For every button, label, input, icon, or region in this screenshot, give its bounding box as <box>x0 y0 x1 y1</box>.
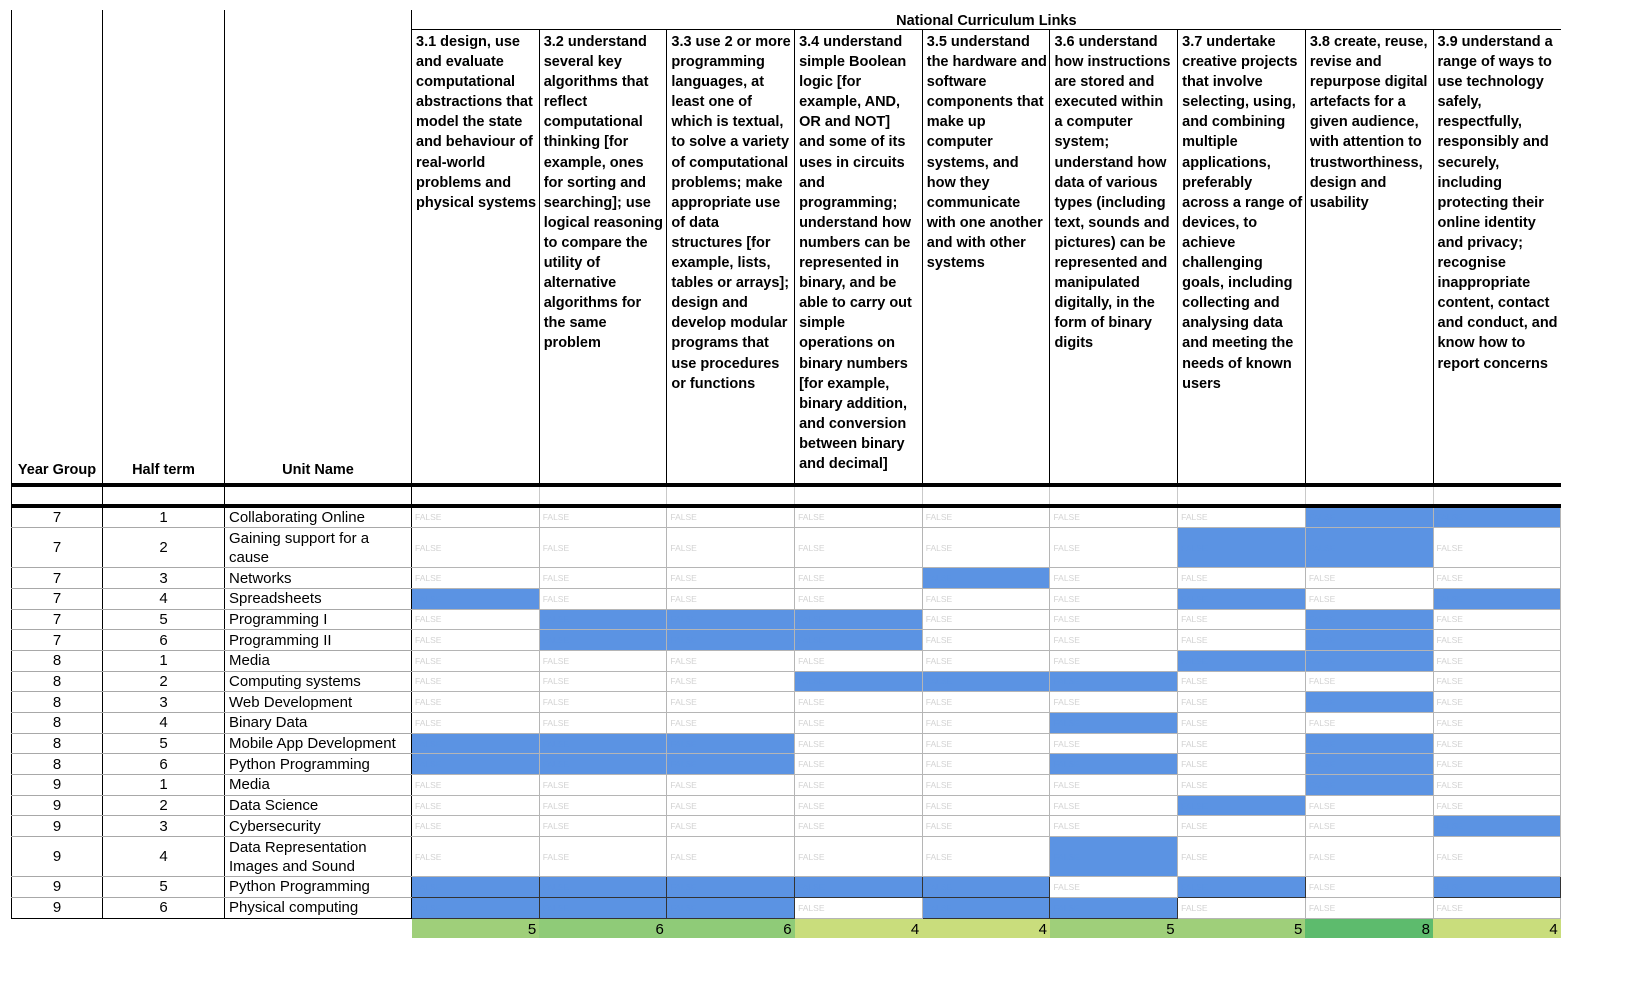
curriculum-link-cell-linked[interactable]: FALSE <box>1305 754 1433 775</box>
curriculum-link-cell-false[interactable]: FALSE <box>667 816 795 837</box>
curriculum-link-cell-false[interactable]: FALSE <box>795 650 923 671</box>
year-group-cell[interactable]: 8 <box>12 754 103 775</box>
curriculum-link-cell-false[interactable]: FALSE <box>539 795 667 816</box>
curriculum-link-cell-linked[interactable]: FALSE <box>667 630 795 651</box>
curriculum-link-cell-false[interactable]: FALSE <box>1305 795 1433 816</box>
year-group-cell[interactable]: 8 <box>12 733 103 754</box>
curriculum-link-cell-false[interactable]: FALSE <box>922 837 1050 877</box>
curriculum-link-cell-false[interactable]: FALSE <box>1050 816 1178 837</box>
curriculum-link-cell-linked[interactable]: FALSE <box>667 609 795 630</box>
curriculum-link-cell-false[interactable]: FALSE <box>1433 671 1561 692</box>
curriculum-link-cell-false[interactable]: FALSE <box>667 650 795 671</box>
curriculum-spreadsheet <box>11 10 1561 938</box>
curriculum-link-cell-false[interactable]: FALSE <box>667 528 795 568</box>
curriculum-link-cell-linked[interactable]: FALSE <box>412 733 540 754</box>
table-row <box>12 837 1561 877</box>
column-total-cell[interactable]: 4 <box>795 918 923 938</box>
curriculum-link-cell-false[interactable]: FALSE <box>539 568 667 589</box>
curriculum-link-cell-false[interactable]: FALSE <box>412 568 540 589</box>
year-group-cell[interactable]: 7 <box>12 528 103 568</box>
curriculum-link-cell-false[interactable]: FALSE <box>1433 692 1561 713</box>
curriculum-column-header: 3.6 understand how instructions are stored and executed within a computer system; understand how data of various types (including text, sounds and pictures) can be represented and manipulated digitally, in the form of binary digits <box>1050 30 1178 485</box>
curriculum-link-cell-false[interactable]: FALSE <box>1178 775 1306 796</box>
year-group-cell[interactable]: 9 <box>12 795 103 816</box>
year-group-cell[interactable]: 9 <box>12 775 103 796</box>
year-group-cell[interactable]: 7 <box>12 588 103 609</box>
curriculum-link-cell-false[interactable]: FALSE <box>1050 692 1178 713</box>
unit-name-header: Unit Name <box>225 30 412 485</box>
curriculum-link-cell-linked[interactable]: FALSE <box>539 754 667 775</box>
half-term-cell[interactable]: 1 <box>103 650 225 671</box>
curriculum-link-cell-false[interactable]: FALSE <box>1433 528 1561 568</box>
curriculum-link-cell-false[interactable]: FALSE <box>795 692 923 713</box>
unit-name-cell[interactable]: Collaborating Online <box>225 506 412 528</box>
curriculum-link-cell-false[interactable]: FALSE <box>539 528 667 568</box>
curriculum-link-cell-false[interactable]: FALSE <box>539 650 667 671</box>
unit-name-cell[interactable]: Python Programming <box>225 877 412 898</box>
curriculum-link-cell-false[interactable]: FALSE <box>1433 609 1561 630</box>
curriculum-link-cell-false[interactable]: FALSE <box>1305 877 1433 898</box>
curriculum-link-cell-false[interactable]: FALSE <box>1178 816 1306 837</box>
half-term-cell[interactable]: 3 <box>103 692 225 713</box>
unit-name-cell[interactable]: Data Science <box>225 795 412 816</box>
curriculum-link-cell-false[interactable]: FALSE <box>1050 528 1178 568</box>
table-row <box>12 650 1561 671</box>
unit-name-cell[interactable]: Cybersecurity <box>225 816 412 837</box>
curriculum-link-cell-false[interactable]: FALSE <box>1050 775 1178 796</box>
half-term-cell[interactable]: 5 <box>103 733 225 754</box>
curriculum-link-cell-linked[interactable]: FALSE <box>922 897 1050 918</box>
unit-name-cell[interactable]: Media <box>225 775 412 796</box>
header-gap <box>12 10 103 30</box>
curriculum-link-cell-false[interactable]: FALSE <box>1305 816 1433 837</box>
curriculum-link-cell-false[interactable]: FALSE <box>1178 733 1306 754</box>
column-total-cell[interactable]: 6 <box>667 918 795 938</box>
spacer-cell <box>795 485 923 506</box>
table-row <box>12 713 1561 734</box>
year-group-cell[interactable]: 7 <box>12 609 103 630</box>
curriculum-link-cell-false[interactable]: FALSE <box>412 775 540 796</box>
curriculum-link-cell-linked[interactable]: FALSE <box>1050 837 1178 877</box>
curriculum-column-header: 3.9 understand a range of ways to use technology safely, respectfully, responsibly and securely, including protecting their online identity and privacy; recognise inappropriate content, contact and conduct, and know how to report concerns <box>1433 30 1561 485</box>
curriculum-link-cell-false[interactable]: FALSE <box>1178 837 1306 877</box>
year-group-cell[interactable]: 9 <box>12 897 103 918</box>
curriculum-link-cell-false[interactable]: FALSE <box>922 713 1050 734</box>
curriculum-link-cell-false[interactable]: FALSE <box>1178 692 1306 713</box>
unit-name-cell[interactable]: Binary Data <box>225 713 412 734</box>
curriculum-link-cell-false[interactable]: FALSE <box>922 754 1050 775</box>
curriculum-link-cell-false[interactable]: FALSE <box>412 506 540 528</box>
curriculum-link-cell-false[interactable]: FALSE <box>1305 837 1433 877</box>
table-row <box>12 897 1561 918</box>
half-term-cell[interactable]: 5 <box>103 877 225 898</box>
half-term-cell[interactable]: 3 <box>103 568 225 589</box>
curriculum-link-cell-linked[interactable]: FALSE <box>667 754 795 775</box>
year-group-cell[interactable]: 9 <box>12 837 103 877</box>
unit-name-cell[interactable]: Web Development <box>225 692 412 713</box>
unit-name-cell[interactable]: Networks <box>225 568 412 589</box>
curriculum-link-cell-false[interactable]: FALSE <box>1433 650 1561 671</box>
curriculum-link-cell-linked[interactable]: FALSE <box>1178 528 1306 568</box>
curriculum-link-cell-false[interactable]: FALSE <box>922 816 1050 837</box>
totals-row <box>12 918 1561 938</box>
curriculum-link-cell-false[interactable]: FALSE <box>667 692 795 713</box>
curriculum-link-cell-false[interactable]: FALSE <box>795 528 923 568</box>
curriculum-link-cell-linked[interactable]: FALSE <box>795 671 923 692</box>
half-term-cell[interactable]: 4 <box>103 588 225 609</box>
curriculum-link-cell-false[interactable]: FALSE <box>1050 609 1178 630</box>
curriculum-link-cell-false[interactable]: FALSE <box>412 650 540 671</box>
curriculum-link-cell-linked[interactable]: FALSE <box>795 630 923 651</box>
curriculum-link-cell-false[interactable]: FALSE <box>1050 588 1178 609</box>
curriculum-link-cell-false[interactable]: FALSE <box>922 506 1050 528</box>
spacer-cell <box>1050 485 1178 506</box>
curriculum-link-cell-false[interactable]: FALSE <box>1433 897 1561 918</box>
curriculum-link-cell-false[interactable]: FALSE <box>1050 506 1178 528</box>
curriculum-link-cell-false[interactable]: FALSE <box>922 795 1050 816</box>
year-group-cell[interactable]: 8 <box>12 713 103 734</box>
year-group-header: Year Group <box>12 30 103 485</box>
curriculum-link-cell-linked[interactable]: FALSE <box>1305 775 1433 796</box>
curriculum-title: National Curriculum Links <box>412 10 1561 30</box>
curriculum-link-cell-linked[interactable]: FALSE <box>1433 877 1561 898</box>
year-group-cell[interactable]: 8 <box>12 692 103 713</box>
curriculum-column-header: 3.8 create, reuse, revise and repurpose digital artefacts for a given audience, with attention to trustworthiness, design and usability <box>1305 30 1433 485</box>
curriculum-link-cell-linked[interactable]: FALSE <box>1050 713 1178 734</box>
curriculum-link-cell-false[interactable]: FALSE <box>1305 588 1433 609</box>
curriculum-link-cell-false[interactable]: FALSE <box>922 650 1050 671</box>
year-group-cell[interactable]: 7 <box>12 630 103 651</box>
curriculum-link-cell-linked[interactable]: FALSE <box>1305 506 1433 528</box>
curriculum-link-cell-linked[interactable]: FALSE <box>1305 733 1433 754</box>
curriculum-link-cell-false[interactable]: FALSE <box>795 775 923 796</box>
curriculum-link-cell-linked[interactable]: FALSE <box>667 877 795 898</box>
curriculum-link-cell-linked[interactable]: FALSE <box>412 897 540 918</box>
curriculum-link-cell-linked[interactable]: FALSE <box>412 588 540 609</box>
table-row <box>12 671 1561 692</box>
curriculum-link-cell-false[interactable]: FALSE <box>1433 630 1561 651</box>
curriculum-link-cell-false[interactable]: FALSE <box>412 713 540 734</box>
column-total-cell[interactable]: 4 <box>922 918 1050 938</box>
curriculum-link-cell-false[interactable]: FALSE <box>667 837 795 877</box>
year-group-cell[interactable]: 8 <box>12 671 103 692</box>
unit-name-cell[interactable]: Gaining support for a cause <box>225 528 412 568</box>
curriculum-link-cell-linked[interactable]: FALSE <box>539 897 667 918</box>
half-term-cell[interactable]: 5 <box>103 609 225 630</box>
curriculum-link-cell-false[interactable]: FALSE <box>667 671 795 692</box>
curriculum-link-cell-false[interactable]: FALSE <box>795 816 923 837</box>
curriculum-link-cell-false[interactable]: FALSE <box>1433 568 1561 589</box>
half-term-cell[interactable]: 2 <box>103 528 225 568</box>
half-term-header: Half term <box>103 30 225 485</box>
curriculum-link-cell-false[interactable]: FALSE <box>412 609 540 630</box>
curriculum-column-header: 3.2 understand several key algorithms that reflect computational thinking [for example, ones for sorting and searching]; use logical reasoning to compare the utility of alternative algorithms for the same problem <box>539 30 667 485</box>
half-term-cell[interactable]: 3 <box>103 816 225 837</box>
curriculum-link-cell-false[interactable]: FALSE <box>412 528 540 568</box>
curriculum-link-cell-false[interactable]: FALSE <box>667 588 795 609</box>
column-total-cell[interactable]: 8 <box>1305 918 1433 938</box>
header-gap <box>103 10 225 30</box>
table-row <box>12 528 1561 568</box>
curriculum-link-cell-false[interactable]: FALSE <box>922 609 1050 630</box>
curriculum-links-table <box>11 10 1561 938</box>
unit-name-cell[interactable]: Data Representation Images and Sound <box>225 837 412 877</box>
table-row <box>12 630 1561 651</box>
unit-name-cell[interactable]: Media <box>225 650 412 671</box>
table-row <box>12 775 1561 796</box>
curriculum-link-cell-false[interactable]: FALSE <box>1178 897 1306 918</box>
curriculum-link-cell-false[interactable]: FALSE <box>667 775 795 796</box>
curriculum-link-cell-false[interactable]: FALSE <box>1433 837 1561 877</box>
unit-name-cell[interactable]: Mobile App Development <box>225 733 412 754</box>
curriculum-link-cell-false[interactable]: FALSE <box>539 775 667 796</box>
curriculum-link-cell-false[interactable]: FALSE <box>1433 754 1561 775</box>
curriculum-link-cell-false[interactable]: FALSE <box>922 528 1050 568</box>
spacer-cell <box>1433 485 1561 506</box>
curriculum-link-cell-false[interactable]: FALSE <box>1050 795 1178 816</box>
curriculum-link-cell-false[interactable]: FALSE <box>667 795 795 816</box>
curriculum-column-header: 3.4 understand simple Boolean logic [for example, AND, OR and NOT] and some of its uses in circuits and programming; understand how numbers can be represented in binary, and be able to carry out simple operations on binary numbers [for example, binary addition, and conversion between binary and decimal] <box>795 30 923 485</box>
table-row <box>12 733 1561 754</box>
curriculum-link-cell-linked[interactable]: FALSE <box>539 733 667 754</box>
unit-name-cell[interactable]: Computing systems <box>225 671 412 692</box>
curriculum-link-cell-linked[interactable]: FALSE <box>1050 897 1178 918</box>
curriculum-link-cell-linked[interactable]: FALSE <box>412 877 540 898</box>
curriculum-link-cell-false[interactable]: FALSE <box>922 588 1050 609</box>
half-term-cell[interactable]: 6 <box>103 897 225 918</box>
curriculum-link-cell-linked[interactable]: FALSE <box>539 630 667 651</box>
curriculum-link-cell-linked[interactable]: FALSE <box>922 568 1050 589</box>
curriculum-link-cell-false[interactable]: FALSE <box>539 506 667 528</box>
curriculum-link-cell-linked[interactable]: FALSE <box>795 877 923 898</box>
curriculum-link-cell-false[interactable]: FALSE <box>1305 568 1433 589</box>
curriculum-link-cell-false[interactable]: FALSE <box>1433 733 1561 754</box>
curriculum-link-cell-false[interactable]: FALSE <box>795 795 923 816</box>
curriculum-link-cell-false[interactable]: FALSE <box>539 692 667 713</box>
half-term-cell[interactable]: 4 <box>103 837 225 877</box>
column-total-cell[interactable]: 6 <box>539 918 667 938</box>
curriculum-link-cell-false[interactable]: FALSE <box>922 733 1050 754</box>
half-term-cell[interactable]: 2 <box>103 795 225 816</box>
curriculum-link-cell-false[interactable]: FALSE <box>1178 713 1306 734</box>
curriculum-link-cell-false[interactable]: FALSE <box>1178 568 1306 589</box>
year-group-cell[interactable]: 8 <box>12 650 103 671</box>
spacer-cell <box>1178 485 1306 506</box>
curriculum-link-cell-false[interactable]: FALSE <box>412 837 540 877</box>
curriculum-link-cell-linked[interactable]: FALSE <box>1433 816 1561 837</box>
curriculum-link-cell-false[interactable]: FALSE <box>667 713 795 734</box>
curriculum-link-cell-linked[interactable]: FALSE <box>539 609 667 630</box>
curriculum-link-cell-linked[interactable]: FALSE <box>1178 795 1306 816</box>
spacer-cell <box>225 485 412 506</box>
column-total-cell[interactable]: 5 <box>1050 918 1178 938</box>
curriculum-column-header: 3.1 design, use and evaluate computational abstractions that model the state and behaviour of real-world problems and physical systems <box>412 30 540 485</box>
unit-name-cell[interactable]: Spreadsheets <box>225 588 412 609</box>
curriculum-link-cell-false[interactable]: FALSE <box>539 816 667 837</box>
spacer-cell <box>103 485 225 506</box>
table-row <box>12 609 1561 630</box>
table-row <box>12 816 1561 837</box>
curriculum-link-cell-false[interactable]: FALSE <box>1178 671 1306 692</box>
curriculum-link-cell-linked[interactable]: FALSE <box>667 897 795 918</box>
curriculum-link-cell-false[interactable]: FALSE <box>412 795 540 816</box>
year-group-cell[interactable]: 9 <box>12 877 103 898</box>
curriculum-link-cell-false[interactable]: FALSE <box>412 816 540 837</box>
curriculum-link-cell-linked[interactable]: FALSE <box>1050 754 1178 775</box>
curriculum-link-cell-false[interactable]: FALSE <box>1178 754 1306 775</box>
unit-name-cell[interactable]: Physical computing <box>225 897 412 918</box>
curriculum-link-cell-linked[interactable]: FALSE <box>922 671 1050 692</box>
table-row <box>12 568 1561 589</box>
curriculum-link-cell-false[interactable]: FALSE <box>1050 568 1178 589</box>
curriculum-link-cell-false[interactable]: FALSE <box>922 630 1050 651</box>
curriculum-link-cell-linked[interactable]: FALSE <box>1305 692 1433 713</box>
curriculum-link-cell-linked[interactable]: FALSE <box>1178 588 1306 609</box>
curriculum-link-cell-linked[interactable]: FALSE <box>1433 588 1561 609</box>
spacer-cell <box>539 485 667 506</box>
curriculum-link-cell-linked[interactable]: FALSE <box>1178 650 1306 671</box>
table-row <box>12 692 1561 713</box>
spacer-cell <box>12 485 103 506</box>
totals-blank <box>225 918 412 938</box>
curriculum-link-cell-false[interactable]: FALSE <box>1050 877 1178 898</box>
spacer-cell <box>412 485 540 506</box>
half-term-cell[interactable]: 1 <box>103 775 225 796</box>
curriculum-link-cell-linked[interactable]: FALSE <box>1433 506 1561 528</box>
curriculum-link-cell-linked[interactable]: FALSE <box>1305 528 1433 568</box>
curriculum-link-cell-linked[interactable]: FALSE <box>922 877 1050 898</box>
curriculum-link-cell-false[interactable]: FALSE <box>795 506 923 528</box>
curriculum-column-header: 3.7 undertake creative projects that involve selecting, using, and combining multiple applications, preferably across a range of devices, to achieve challenging goals, including collecting and analysing data and meeting the needs of known users <box>1178 30 1306 485</box>
curriculum-link-cell-false[interactable]: FALSE <box>1050 630 1178 651</box>
totals-blank <box>103 918 225 938</box>
curriculum-link-cell-false[interactable]: FALSE <box>1050 733 1178 754</box>
half-term-cell[interactable]: 6 <box>103 754 225 775</box>
year-group-cell[interactable]: 7 <box>12 506 103 528</box>
half-term-cell[interactable]: 4 <box>103 713 225 734</box>
curriculum-link-cell-false[interactable]: FALSE <box>539 671 667 692</box>
table-row <box>12 506 1561 528</box>
curriculum-link-cell-false[interactable]: FALSE <box>1178 630 1306 651</box>
curriculum-link-cell-false[interactable]: FALSE <box>1305 713 1433 734</box>
curriculum-link-cell-false[interactable]: FALSE <box>1178 609 1306 630</box>
curriculum-link-cell-false[interactable]: FALSE <box>795 733 923 754</box>
curriculum-link-cell-false[interactable]: FALSE <box>1050 650 1178 671</box>
curriculum-link-cell-linked[interactable]: FALSE <box>412 754 540 775</box>
curriculum-link-cell-linked[interactable]: FALSE <box>1305 609 1433 630</box>
curriculum-link-cell-false[interactable]: FALSE <box>667 506 795 528</box>
curriculum-link-cell-false[interactable]: FALSE <box>539 713 667 734</box>
table-row <box>12 877 1561 898</box>
curriculum-link-cell-false[interactable]: FALSE <box>922 692 1050 713</box>
spacer-cell <box>922 485 1050 506</box>
totals-blank <box>12 918 103 938</box>
column-total-cell[interactable]: 4 <box>1433 918 1561 938</box>
curriculum-link-cell-linked[interactable]: FALSE <box>1305 630 1433 651</box>
year-group-cell[interactable]: 7 <box>12 568 103 589</box>
curriculum-link-cell-false[interactable]: FALSE <box>795 568 923 589</box>
curriculum-link-cell-false[interactable]: FALSE <box>1305 897 1433 918</box>
spacer-cell <box>1305 485 1433 506</box>
curriculum-link-cell-linked[interactable]: FALSE <box>1178 877 1306 898</box>
curriculum-link-cell-false[interactable]: FALSE <box>1433 775 1561 796</box>
header-gap <box>225 10 412 30</box>
curriculum-link-cell-linked[interactable]: FALSE <box>539 877 667 898</box>
curriculum-link-cell-false[interactable]: FALSE <box>539 588 667 609</box>
curriculum-link-cell-false[interactable]: FALSE <box>1433 795 1561 816</box>
unit-name-cell[interactable]: Python Programming <box>225 754 412 775</box>
table-row <box>12 754 1561 775</box>
spacer-cell <box>667 485 795 506</box>
curriculum-link-cell-false[interactable]: FALSE <box>922 775 1050 796</box>
curriculum-link-cell-false[interactable]: FALSE <box>412 630 540 651</box>
curriculum-link-cell-false[interactable]: FALSE <box>539 837 667 877</box>
curriculum-link-cell-false[interactable]: FALSE <box>412 692 540 713</box>
year-group-cell[interactable]: 9 <box>12 816 103 837</box>
curriculum-link-cell-linked[interactable]: FALSE <box>667 733 795 754</box>
unit-name-cell[interactable]: Programming II <box>225 630 412 651</box>
table-row <box>12 588 1561 609</box>
curriculum-link-cell-false[interactable]: FALSE <box>1178 506 1306 528</box>
unit-name-cell[interactable]: Programming I <box>225 609 412 630</box>
curriculum-column-header: 3.3 use 2 or more programming languages, at least one of which is textual, to solve a variety of computational problems; make appropriate use of data structures [for example, lists, tables or arrays]; design and develop modular programs that use procedures or functions <box>667 30 795 485</box>
curriculum-link-cell-false[interactable]: FALSE <box>412 671 540 692</box>
curriculum-link-cell-false[interactable]: FALSE <box>667 568 795 589</box>
half-term-cell[interactable]: 6 <box>103 630 225 651</box>
table-row <box>12 795 1561 816</box>
curriculum-link-cell-false[interactable]: FALSE <box>1433 713 1561 734</box>
half-term-cell[interactable]: 1 <box>103 506 225 528</box>
curriculum-link-cell-false[interactable]: FALSE <box>795 897 923 918</box>
curriculum-link-cell-linked[interactable]: FALSE <box>1050 671 1178 692</box>
curriculum-link-cell-false[interactable]: FALSE <box>795 588 923 609</box>
curriculum-link-cell-false[interactable]: FALSE <box>795 837 923 877</box>
curriculum-column-header: 3.5 understand the hardware and software components that make up computer systems, and how they communicate with one another and with other systems <box>922 30 1050 485</box>
curriculum-link-cell-linked[interactable]: FALSE <box>795 609 923 630</box>
column-total-cell[interactable]: 5 <box>1178 918 1306 938</box>
curriculum-link-cell-false[interactable]: FALSE <box>1305 671 1433 692</box>
curriculum-link-cell-false[interactable]: FALSE <box>795 713 923 734</box>
column-total-cell[interactable]: 5 <box>412 918 540 938</box>
curriculum-link-cell-linked[interactable]: FALSE <box>1305 650 1433 671</box>
curriculum-link-cell-false[interactable]: FALSE <box>795 754 923 775</box>
half-term-cell[interactable]: 2 <box>103 671 225 692</box>
